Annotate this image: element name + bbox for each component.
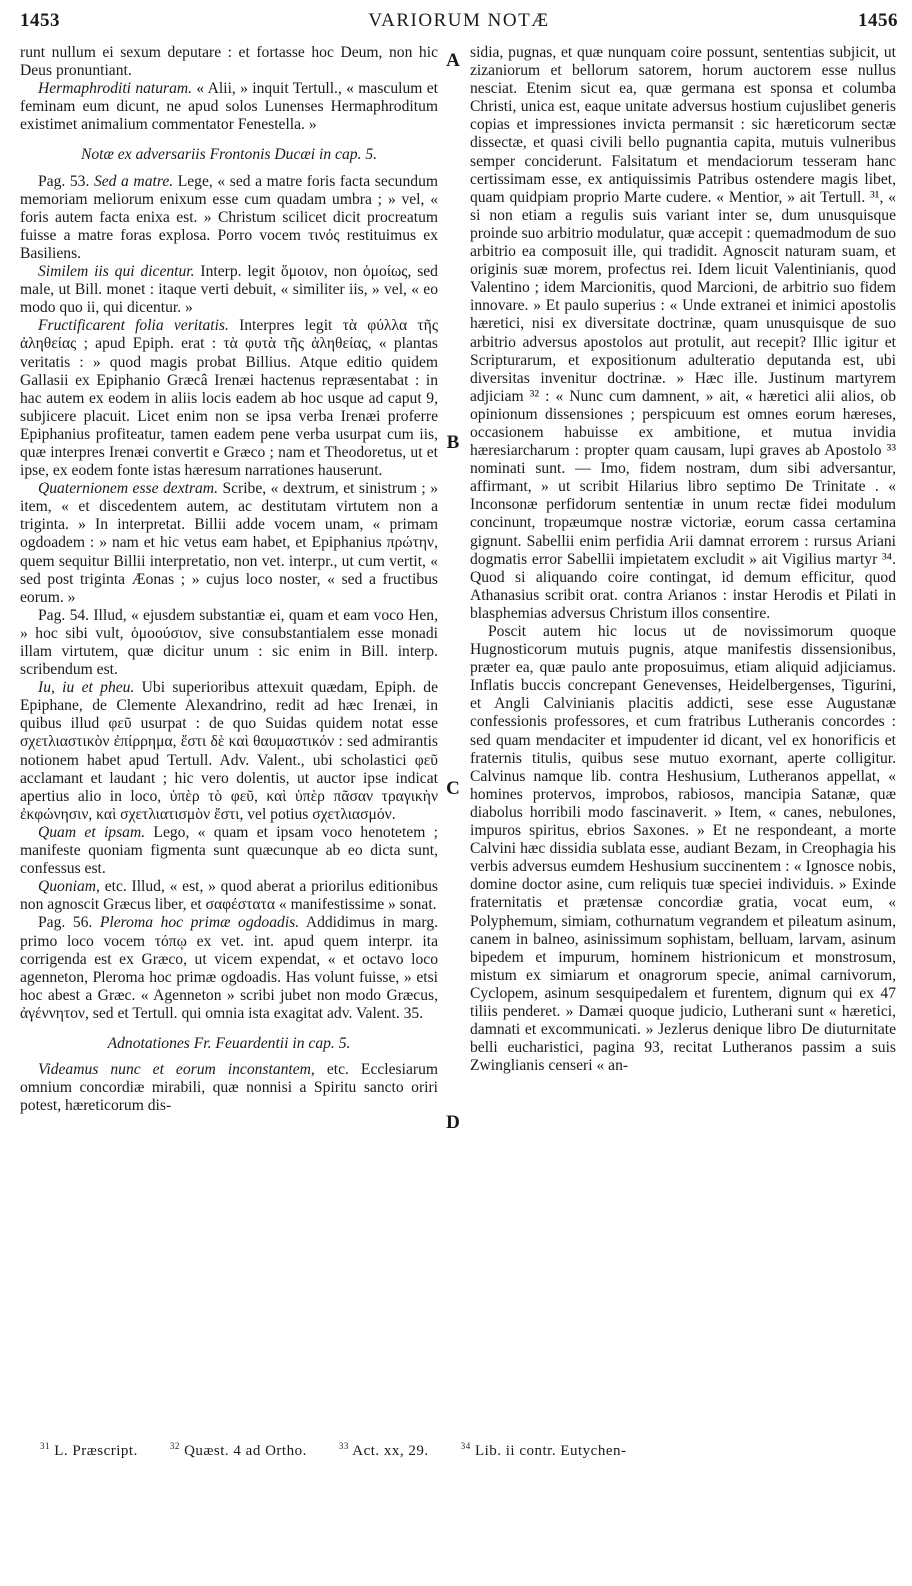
footnote [339, 1443, 445, 1459]
lemma: Pleroma hoc primæ ogdoadis. [99, 914, 300, 932]
paragraph-text: Interpres legit τὰ φύλλα τῆς ἀληθείας ; apud Epiph. erat : τὰ φυτὰ τῆς ἀληθείας, « plantas veritatis : » quod magis probat Billius. Atque editio quidem Gallasii ex Epiphanio Græcâ Irenæi hactenus repræsentabat : in hac autem ex eodem in aliis locis eadem ab hoc usque ad caput 9, subjicere placuit. Licet enim non se ipsa verba Irenæi proferre Epiphanius profiteatur, tamen eadem pene verba usurpat cum iis, quæ interpres Irenæi convertit e Græco ; nam et Theodoretus, ut et ipse, ex eodem fonte istas hæresum narrationes hauserunt. [20, 317, 438, 480]
right-column [470, 44, 896, 1446]
footnote-text: Lib. ii contr. Eutychen- [470, 1443, 627, 1459]
note-paragraph [20, 878, 438, 914]
page-ref: Pag. 54. [38, 606, 94, 624]
lemma: Sed a matre. [93, 172, 174, 190]
margin-marker-a: A [446, 50, 460, 71]
footnote-number: 34 [460, 1441, 471, 1451]
section-heading: Adnotationes Fr. Feuardentii in cap. 5. [107, 1034, 351, 1052]
note-paragraph [20, 80, 438, 134]
paragraph-text: sidia, pugnas, et quæ nunquam coire possunt, sententias subjicit, ut zizaniorum et bellorum satorem, horum auctorem esse nullus nesciat. Etenim sicut ea, quæ germana est sponsa et columba Christi, unica est, eaque unitate adversus hostium cujuslibet generis copias et impressiones invicta permansit : sic hæreticorum sectæ dissectæ, et quasi civili bello pugnantia capita, mutuis vulneribus semper conciderunt. Falsitatum et mendaciorum tesseram hanc certissimam esse, ex antiquissimis Patribus ostendere magis libet, quam quidpiam proprio Marte cudere. « Mentior, » ait Tertull. ³¹, « si non etiam a regulis suis variant inter se, dum unusquisque proinde suo arbitrio modulatur, quæ accepit : quemadmodum de suo arbitrio ea composuit ille, qui tradidit. Agnoscit naturam suam, et originis suæ morem, profectus rei. Idem licuit Valentinianis, quod Valentino ; idem Marcionitis, quod Marcioni, de arbitrio suo fidem innovare. » Et paulo superius : « Unde extranei et inimici apostolis hæretici, nisi ex diversitate doctrinæ, quam unusquisque de suo arbitrio adversus apostolos aut protulit, aut recepit? Illic igitur et Scripturarum, et expositionum adulteratio deputanda est, ubi diversitas invenitur doctrinæ. » Hæc ille. Justinum martyrem adjiciam ³² : « Nunc cum damnent, » ait, « hæretici alii alios, ob opinionum dissensiones ; perspicuum est omnes eorum hæreses, occasionem habuisse ex ambitione, et mutua invidia hæresiarcharum : propter quam causam, lupi graves ab Apostolo ³³ nominati sunt. — Imo, fidem nostram, dum sibi adversantur, affirmant, » ut scribit Hilarius libro septimo De Trinitate . « Inconsonæ perfidorum sententiæ in unum rectæ fidei modulum concinunt, tropæumque nostræ victoriæ, eorum cassa certamina gignunt. Sabellii enim perfidia Arii damnat errorem : rursus Ariani dogmatis error Sabellii impietatem excludit » ait Vigilius martyr ³⁴. Quod si aliquando coire contingat, id demum efficitur, quod Athanasius scribit orat. contra Arianos : instar Herodis et Pilati in blasphemias adversus Christum illos consentire. [470, 44, 896, 622]
note-paragraph [20, 914, 438, 1023]
page-number-right: 1456 [858, 10, 898, 31]
footnote-text: Act. xx, 29. [348, 1443, 429, 1459]
paragraph-text: Ubi superioribus attexuit quædam, Epiph. de Epiphane, de Clemente Alexandrino, redit ad hæc Irenæi, in quibus illud φεῦ usurpat : de quo Suidas quidem notat esse σχετλιαστικὸν ἐπίρρημα, ἔστι δὲ καὶ θαυμαστικόν : sed admirantis notionem habet apud Tertull. Adv. Valent., ubi scholastici φεῦ acclamant et laudant ; hic vero dolentis, ut auctor ipse indicat apertius alio in loco, ὑπὲρ τὸ φεῦ, καὶ ὑπὲρ πᾶσαν τραγικὴν ἐκφώνησιν, καὶ σχετλιατισμὸν ἔστι, vel potius σχετλιασμόν. [20, 679, 438, 823]
note-paragraph [20, 1061, 438, 1115]
footnote-text: L. Præscript. [50, 1443, 138, 1459]
paragraph-text: Addidimus in marg. primo loco vocem τόπῳ ex vet. int. apud quem interpr. ita corrigenda est ex Græco, ut vicem expendat, « et octavo loco agenneton, Pleroma hoc primæ ogdoadis. Has volunt fuisse, » etsi hoc abest a Græc. « Agenneton » scribi jubet non modo Græcus, ἀγέννητον, sed et Tertull. qui omnia ista exagitat adv. Valent. 35. [20, 914, 439, 1022]
note-paragraph [20, 607, 438, 679]
note-paragraph [20, 679, 438, 824]
footnote [40, 1443, 154, 1459]
lemma: Hermaphroditi naturam. [38, 80, 193, 98]
footnote [461, 1443, 643, 1459]
paragraph-text: runt nullum ei sexum deputare : et fortasse hoc Deum, non hic Deus pronuntiant. [20, 44, 438, 80]
paragraph-text: Scribe, « dextrum, et sinistrum ; » item, « et discedentem autem, ac destitutam virtutem non a triginta. » In interpretat. Billii adde vocem unam, « primam ogdoadem : » nam et hic vetus eam habet, et Epiphanius πρώτην, quem sequitur Billii interpretatio, non vet. interpr., ut cum vertit, « sed post triginta Æonas ; » cujus loco noster, « sed a fructibus eorum. » [20, 480, 439, 606]
paragraph-text: Poscit autem hic locus ut de novissimorum quoque Hugnosticorum mutuis pugnis, atque manifestis dissensionibus, præter ea, quæ paulo ante proposuimus, etiam aliquid adjiciamus. Inflatis buccis concrepant Genevenses, Heidelbergenses, Tigurini, et Angli Calvinianis placitis addicti, sese esse Augustanæ confessionis professores, et cum fratribus Lutheranis concordes : sed quam mendaciter et impudenter id dicant, vel ex honorificis et fraternis titulis, quibus sese mutuo exornant, aperte colligitur. Calvinus namque lib. contra Heshusium, Lutheranos appellat, « homines protervos, improbos, rabiosos, mancipia Satanæ, quæ diabolus horribili modo fascinaverit. » Item, « canes, nebulones, impuros spiritus, ebrios Saxones. » Et ne respondeant, a morte Calvini hæc dissidia sublata esse, audiant Bezam, in Creophagia his verbis adversus eumdem Heshusium succinentem : « Ignosce nobis, domine doctor asine, cum reliquis tuæ speciei individuis. » Exinde fraternitatis et prætensæ concordiæ gratia, vocat eum, « Polyphemum, simiam, cothurnatum vegrandem et pileatum asinum, canem in balneo, asinissimum sophistam, belluam, larvam, asinum bipedem et impurum, hominem histrionicum et monstrosum, mistum ex simiarum et onagrorum specie, animal carnivorum, Cyclopem, asinum sesquipedalem et furentem, dignum qui ex 47 tiliis penderet. » Damæi quoque judicio, Lutherani sunt « hæretici, damnati et excommunicati. » Jezlerus denique libro De diuturnitate belli eucharistici, pagina 93, recitat Lutheranos passim a suis Zwinglianis censeri « an- [470, 623, 896, 1075]
section-heading: Notæ ex adversariis Frontonis Ducæi in cap. 5. [80, 146, 378, 164]
page-ref: Pag. 53. [38, 172, 94, 190]
paragraph-text: « Alii, » inquit Tertull., « masculum et feminam eum dicunt, ne apud solos Lunenses Hermaphroditum existimet animalium commentator Fenestella. » [20, 80, 438, 134]
lemma: Quam et ipsam. [38, 823, 146, 841]
lemma: Iu, iu et pheu. [38, 679, 135, 697]
running-header [20, 10, 898, 36]
note-paragraph [20, 44, 438, 80]
note-paragraph [470, 623, 896, 1075]
footnotes [40, 1441, 892, 1460]
lemma: Quaternionem esse dextram. [38, 480, 218, 498]
lemma: Quoniam, [38, 878, 100, 896]
lemma: Similem iis qui dicentur. [38, 263, 195, 281]
margin-marker-b: B [446, 432, 460, 453]
note-paragraph [20, 480, 438, 607]
paragraph-text: etc. Illud, « est, » quod aberat a priorilus editionibus non agnoscit Græcus liber, et σαφέστατα « manifestissime » sonat. [20, 878, 438, 914]
lemma: Videamus nunc et eorum inconstantem, [38, 1061, 315, 1079]
lemma: Fructificarent folia veritatis. [38, 317, 229, 335]
page-ref: Pag. 56. [38, 914, 100, 932]
footnote-number: 31 [40, 1441, 50, 1451]
note-paragraph [470, 44, 896, 623]
footnote-number: 32 [169, 1441, 180, 1451]
note-paragraph [20, 317, 438, 480]
note-paragraph [20, 824, 438, 878]
footnote-text: Quæst. 4 ad Ortho. [179, 1443, 307, 1459]
page-number-left: 1453 [20, 10, 60, 31]
note-paragraph [20, 173, 438, 263]
margin-marker-c: C [446, 778, 460, 799]
left-column [20, 44, 438, 1446]
paragraph-text: Illud, « ejusdem substantiæ ei, quam et eam voco Hen, » hoc sibi vult, ὁμοούσιον, sive consubstantialem esse monadi illam virtutem, quæ dicitur unum : sic enim in Bill. interp. scribendum est. [20, 606, 439, 679]
footnote [170, 1443, 323, 1459]
paragraph-text: etc. Ecclesiarum omnium concordiæ mirabili, quæ nonnisi a Spiritu sancto oriri potest, hæreticorum dis- [20, 1061, 438, 1115]
footnote-number: 33 [338, 1441, 349, 1451]
margin-marker-d: D [446, 1112, 460, 1133]
paragraph-text: Interp. legit ὅμοιον, non ὁμοίως, sed male, ut Bill. monet : itaque verti debuit, « similiter iis, » vel, « eo modo quo ii, qui dicentur. » [20, 263, 438, 317]
running-title: VARIORUM NOTÆ [368, 10, 550, 31]
paragraph-text: Lege, « sed a matre foris facta secundum memoriam meliorum enixum esse cum quadam umbra ; » vel, « foris autem facta enixa est. » Christum scilicet dicit procreatum fuisse a matre foras explosa. Porro vocem τινός restituimus ex Basiliens. [20, 172, 438, 262]
paragraph-text: Lego, « quam et ipsam voco henotetem ; manifeste quoniam figmenta sunt quæcunque ab eo dicta sunt, confessus est. [20, 823, 438, 878]
note-paragraph [20, 263, 438, 317]
